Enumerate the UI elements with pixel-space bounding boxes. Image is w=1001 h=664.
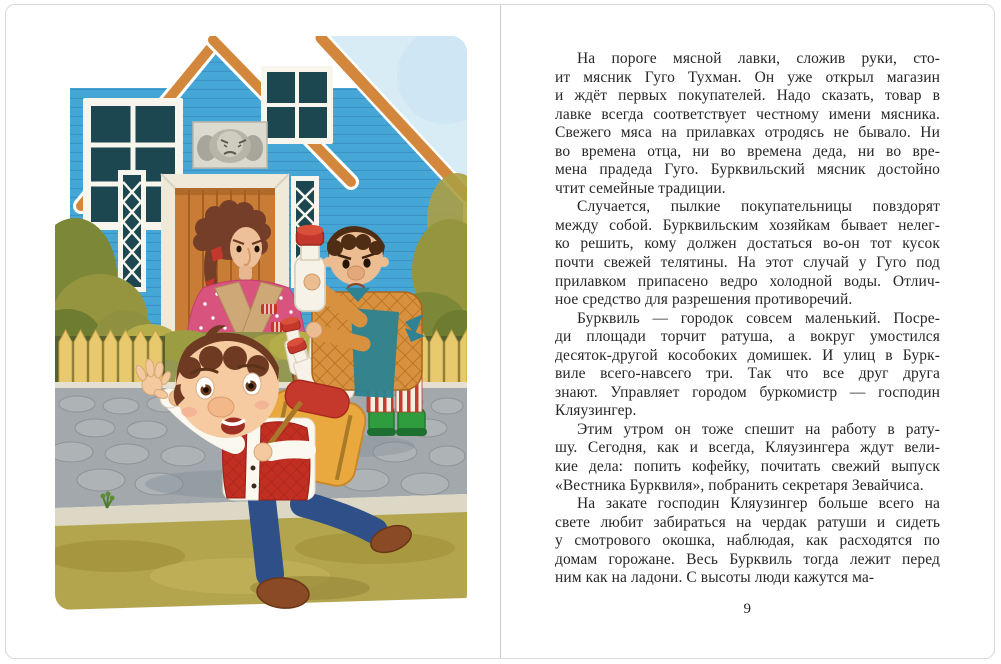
text-line: шу. Сегодня, как и всегда, Кляузингера ждут вели-: [555, 439, 940, 457]
right-window: [261, 66, 333, 144]
stone-face-plaque: [193, 122, 267, 168]
text-line: «Вестника Бурквиля», побранить секретаря Зевайчиса.: [555, 476, 924, 494]
narrow-window-left: [118, 170, 146, 292]
text-line: и ждёт первых покупателей. Надо сказать, товар в: [555, 87, 940, 105]
text-line: ное средство для разрешения противоречий.: [555, 291, 853, 309]
text-line: знают. Управляет городом буркомистр — господин: [555, 383, 940, 401]
left-page: [0, 0, 500, 664]
text-line: Этим утром он тоже спешит на работу в рату-: [577, 420, 940, 438]
text-line: лавке всегда соответствует честному имени мясника.: [555, 105, 940, 123]
story-illustration: [55, 36, 467, 612]
text-line: кие дела: попить кофейку, почитать свежий выпуск: [555, 458, 940, 476]
text-line: прилавком припасено ведро холодной воды. Отлич-: [555, 272, 940, 290]
paragraph: [555, 495, 940, 588]
text-line: между собой. Бурквильским хозяйкам бывает нелег-: [555, 216, 940, 234]
text-line: ко решить, кому должен достаться во-он тот кусок: [555, 235, 940, 253]
text-line: Свежего мяса на прилавках отродясь не бывало. Ни: [555, 124, 940, 142]
text-line: Кляузингер.: [555, 402, 637, 420]
right-page: [501, 0, 1001, 664]
text-column: [555, 50, 940, 588]
text-line: десяток-другой кособоких домишек. И улиц в Бурк-: [555, 346, 940, 364]
text-line: у смотрового окошка, наблюдая, как расходятся по: [555, 532, 940, 550]
text-line: домам горожане. Весь Бурквиль тогда лежит перед: [555, 550, 940, 568]
text-line: На закате господин Кляузингер больше всего на: [577, 495, 940, 513]
text-line: ди площади торчит ратуша, а вокруг умостился: [555, 328, 940, 346]
text-line: ним как на ладони. С высоты люди кажутся ма-: [555, 569, 875, 587]
text-line: Бурквиль — городок совсем маленький. Посре-: [577, 309, 940, 327]
paragraph: [555, 50, 940, 198]
text-line: виле всего-навсего три. Так что все друг друга: [555, 365, 940, 383]
text-line: свете любит забираться на чердак ратуши и сидеть: [555, 513, 940, 531]
paragraph: [555, 310, 940, 421]
text-line: чтит семейные традиции.: [555, 179, 726, 197]
text-line: ит мясник Гуго Тухман. Он уже открыл магазин: [555, 68, 940, 86]
text-line: во времена отца, ни во времена деда, ни во вре-: [555, 142, 940, 160]
text-line: Случается, пылкие покупательницы повздорят: [577, 198, 940, 216]
paragraph: [555, 198, 940, 309]
page-number: 9: [743, 601, 752, 617]
text-line: почти свежей телятины. На этот случай у Гуго под: [555, 254, 940, 272]
text-line: На пороге мясной лавки, сложив руки, сто-: [577, 50, 940, 67]
text-line: мена прадеда Гуго. Бурквильский мясник достойно: [555, 161, 940, 179]
paragraph: [555, 421, 940, 495]
